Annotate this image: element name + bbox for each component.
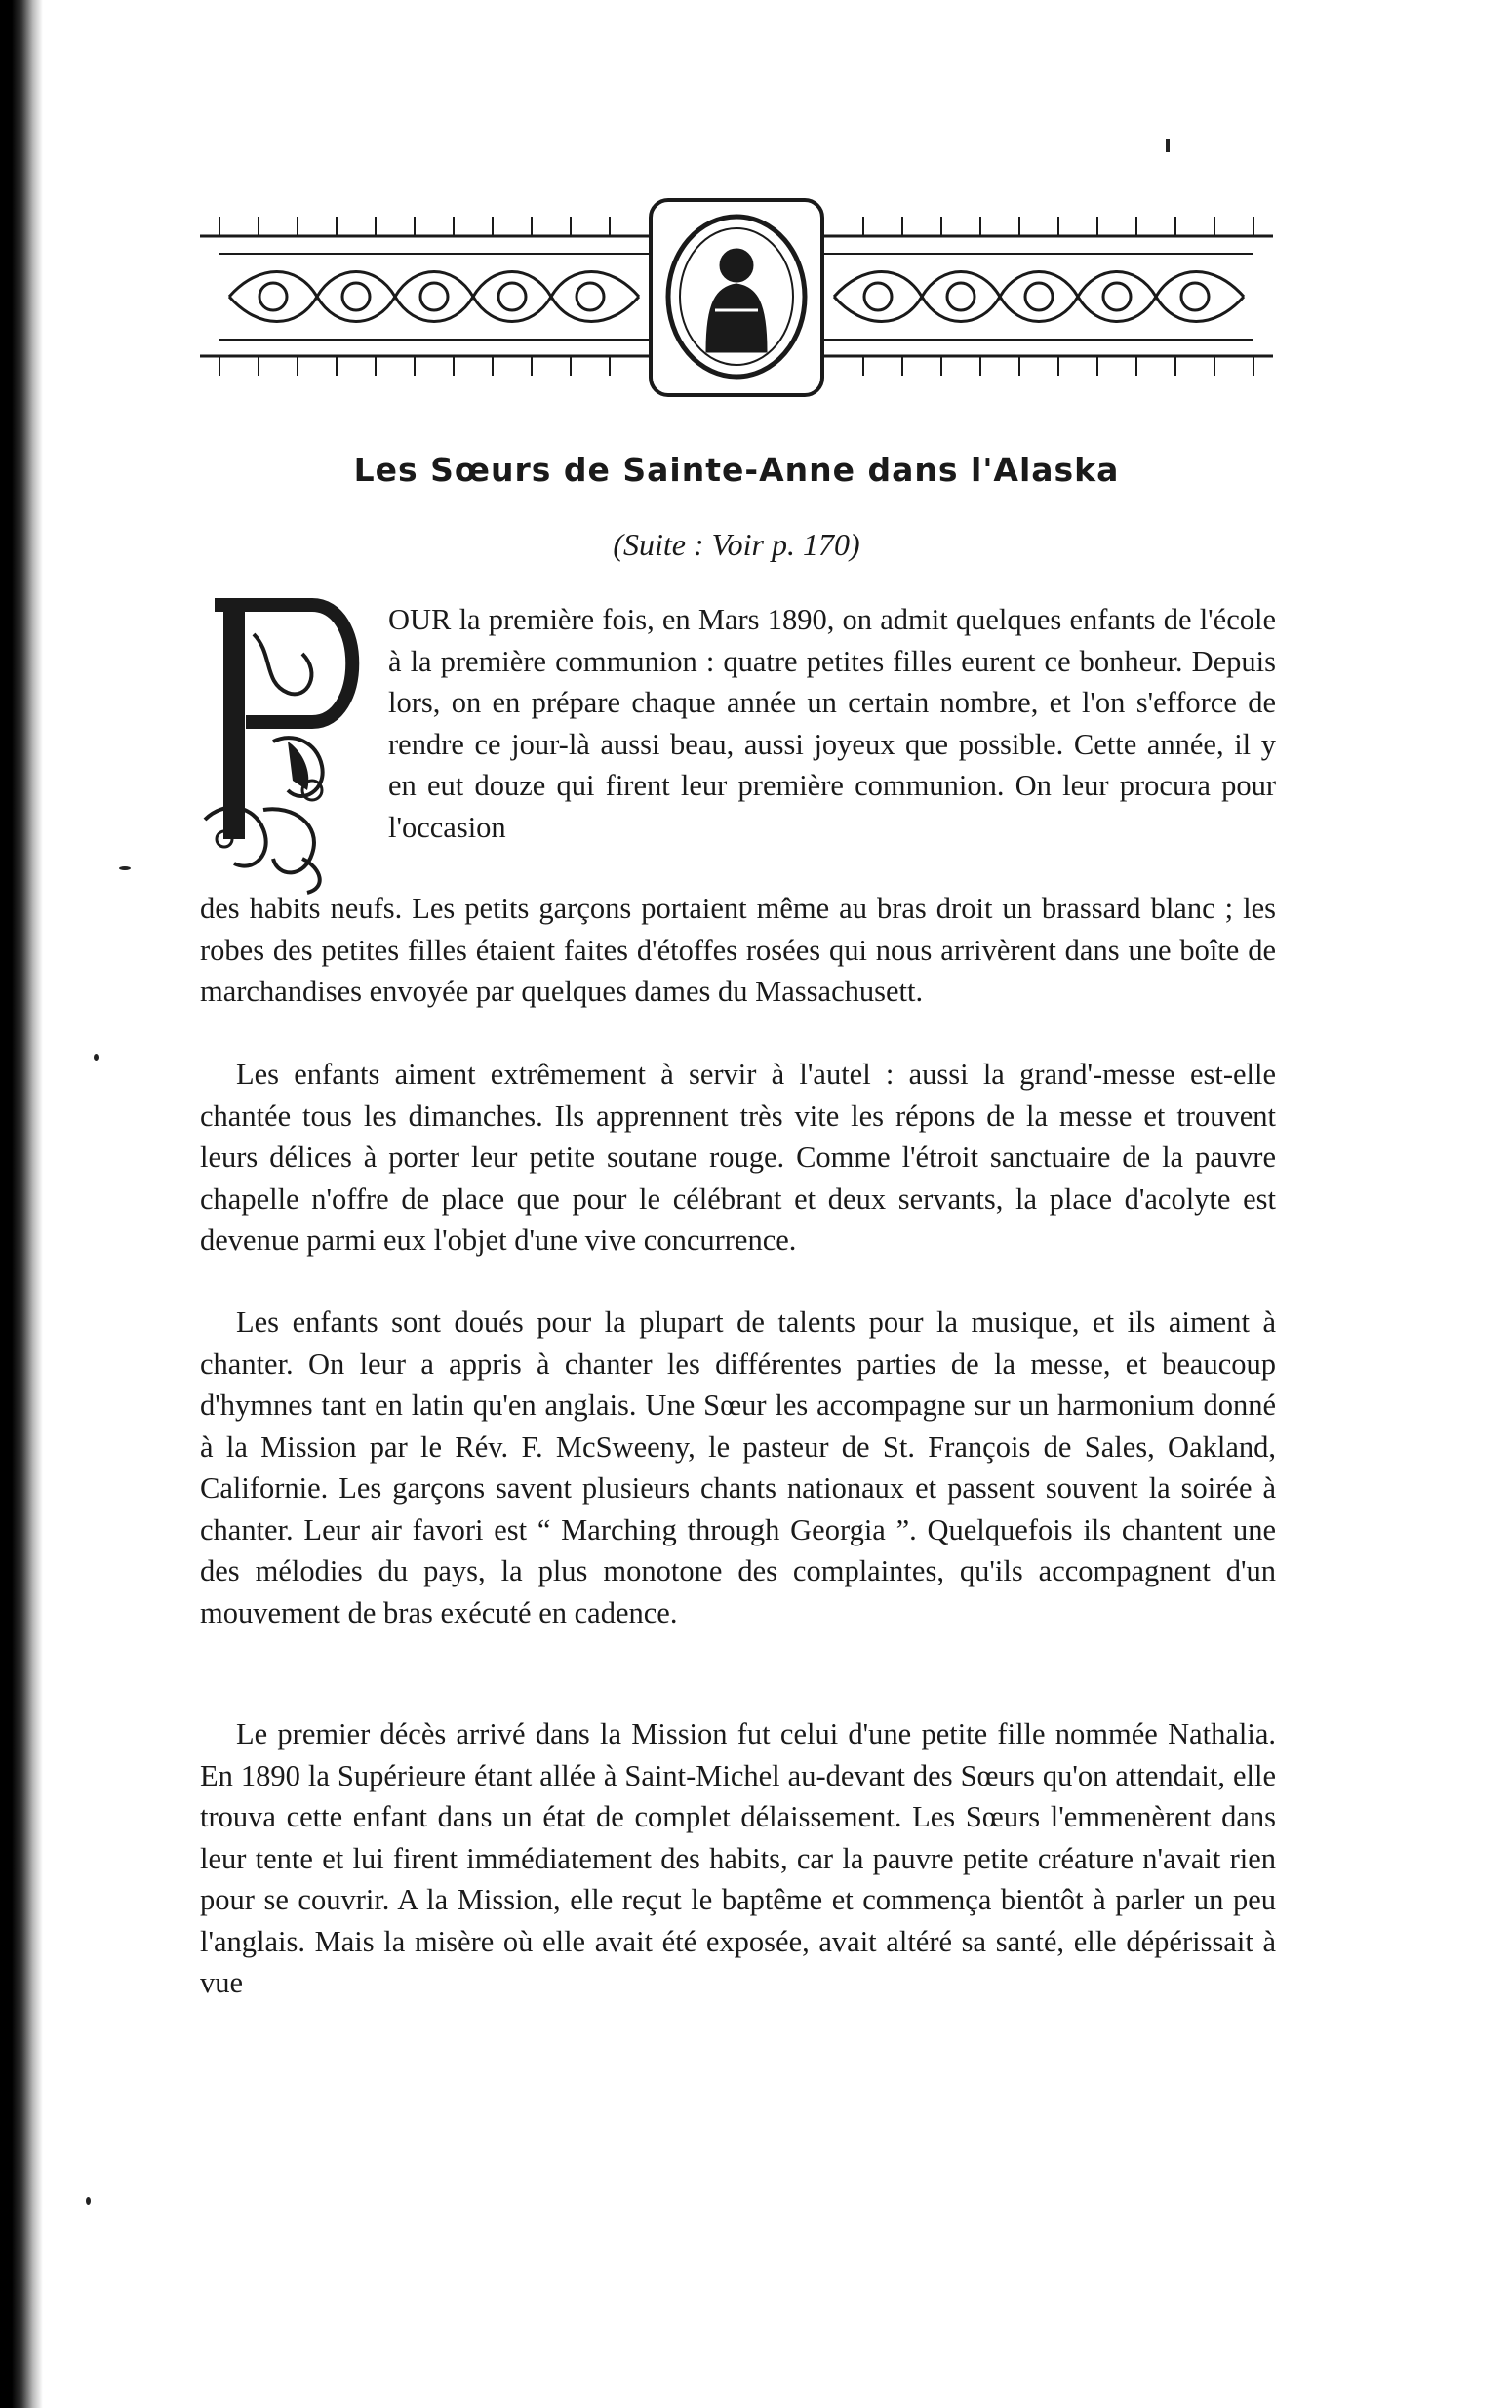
margin-speck: [86, 2197, 91, 2205]
page-binding-edge: [0, 0, 43, 2408]
paragraph-1-continuation: des habits neufs. Les petits garçons portaient même au bras droit un brassard blanc ; les robes des petites filles étaient faites d'étoffes rosées qui nous arrivèrent dans une boîte de marchandises envoyée par quelques dames du Massachusett.: [200, 892, 1276, 1008]
margin-speck: [94, 1054, 99, 1061]
paragraph-2: Les enfants aiment extrêmement à servir à l'autel : aussi la grand'-messe est-elle chantée tous les dimanches. Ils apprennent très vite les répons de la messe et trouvent leurs délices à porter leur petite soutane rouge. Comme l'étroit sanctuaire de la pauvre chapelle n'offre de place que pour le célébrant et deux servants, la place d'acolyte est devenue parmi eux l'objet d'une vive concurrence.: [200, 1058, 1276, 1257]
margin-speck: [119, 866, 131, 870]
article-title: Les Sœurs de Sainte-Anne dans l'Alaska: [353, 451, 1120, 489]
ornamental-headpiece-icon: [200, 195, 1273, 400]
page-mark: [1166, 139, 1170, 152]
article-subtitle: (Suite : Voir p. 170): [613, 527, 860, 562]
paragraph-3: Les enfants sont doués pour la plupart de talents pour la musique, et ils aiment à chanter. On leur a appris à chanter les différentes parties de la messe, et beaucoup d'hymnes tant en latin qu'en anglais. Une Sœur les accompagne sur un harmonium donné à la Mission par le Rév. F. McSweeny, le pasteur de St. François de Sales, Oakland, Californie. Les garçons savent plusieurs chants nationaux et passent souvent la soirée à chanter. Leur air favori est “ Marching through Georgia ”. Quelquefois ils chantent une des mélodies du pays, la plus monotone des complaintes, qu'ils accompagnent d'un mouvement de bras exécuté en cadence.: [200, 1305, 1276, 1629]
paragraph-4: Le premier décès arrivé dans la Mission fut celui d'une petite fille nommée Nathalia. En 1890 la Supérieure étant allée à Saint-Michel au-devant des Sœurs qu'on attendait, elle trouva cette enfant dans un état de complet délaissement. Les Sœurs l'emmenèrent dans leur tente et lui firent immédiatement des habits, car la pauvre petite créature n'avait rien pour se couvrir. A la Mission, elle reçut le baptême et commença bientôt à parler un peu l'anglais. Mais la misère où elle avait été exposée, avait altéré sa santé, elle dépérissait à vue: [200, 1717, 1276, 1999]
paragraph-1-lead: OUR la première fois, en Mars 1890, on admit quelques enfants de l'école à la première communion : quatre petites filles eurent ce bonheur. Depuis lors, on en prépare chaque année un certain nombre, et l'on s'efforce de rendre ce jour-là aussi beau, aussi joyeux que possible. Cette année, il y en eut douze qui firent leur première communion. On leur procura pour l'occasion: [388, 603, 1276, 844]
drop-cap-p-icon: [195, 595, 369, 898]
